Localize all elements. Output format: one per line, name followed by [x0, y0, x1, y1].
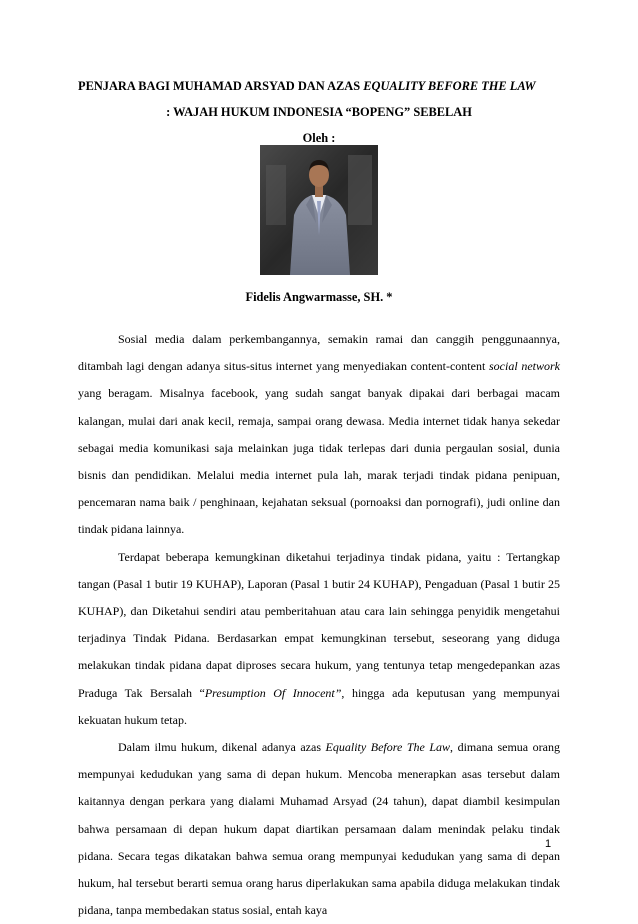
author-photo: [260, 145, 378, 275]
paragraph-3-text-b: , dimana semua orang mempunyai kedudukan yang sama di depan hukum. Mencoba menerapkan asas tersebut dalam kaitannya dengan perkara yang dialami Muhamad Arsyad (24 tahun), dapat diambil kesimpulan bahwa persamaan di depan hukum dapat diartikan persamaan dalam menindak pelaku tindak pidana. Secara tegas dikatakan bahwa semua orang mempunyai kedudukan yang sama di depan hukum, hal tersebut berarti semua orang harus diperlakukan sama apabila diduga melakukan tindak pidana, tanpa membedakan status sosial, entah kaya: [78, 740, 560, 918]
paragraph-1-text-b: yang beragam. Misalnya facebook, yang sudah sangat banyak dipakai dari berbagai macam kalangan, mulai dari anak kecil, remaja, sampai orang dewasa. Media internet tidak hanya sekedar sebagai media komunikasi saja melainkan juga tidak terlepas dari dunia pergaulan sosial, dunia bisnis dan pendidikan. Melalui media internet pula lah, marak terjadi tindak pidana penipuan, pencemaran nama baik / penghinaan, kejahatan seksual (pornoaksi dan pornografi), judi online dan tindak pidana lainnya.: [78, 386, 560, 537]
page-number: 1: [545, 838, 552, 850]
paragraph-3-text-a: Dalam ilmu hukum, dikenal adanya azas: [118, 740, 326, 755]
paragraph-2: [78, 544, 560, 734]
paragraph-1-text-a: Sosial media dalam perkembangannya, semakin ramai dan canggih penggunaannya, ditambah lagi dengan adanya situs-situs internet yang menyediakan content-content: [78, 332, 560, 374]
title-line-1-text: PENJARA BAGI MUHAMAD ARSYAD DAN AZAS: [78, 79, 364, 93]
author-name: Fidelis Angwarmasse, SH. *: [245, 290, 393, 304]
paragraph-3: [78, 734, 560, 924]
paragraph-2-italic: Presumption Of Innocent”: [204, 685, 342, 700]
article-body: [78, 326, 560, 924]
paragraph-2-text-b: , hingga ada keputusan yang mempunyai kekuatan hukum tetap.: [78, 685, 561, 727]
byline-label: Oleh :: [302, 131, 336, 145]
paragraph-3-italic: Equality Before The Law: [325, 740, 451, 755]
document-title: [78, 73, 560, 151]
paragraph-1: [78, 326, 560, 544]
paragraph-1-italic: social network: [488, 359, 560, 374]
title-line-2: : WAJAH HUKUM INDONESIA “BOPENG” SEBELAH: [166, 105, 472, 119]
title-line-1: [78, 73, 560, 99]
title-line-1-italic: EQUALITY BEFORE THE LAW: [363, 79, 536, 93]
paragraph-2-text-a: Terdapat beberapa kemungkinan diketahui terjadinya tindak pidana, yaitu : Tertangkap tangan (Pasal 1 butir 19 KUHAP), Laporan (Pasal 1 butir 24 KUHAP), Pengaduan (Pasal 1 butir 25 KUHAP), dan Diketahui sendiri atau pemberitahuan atau cara lain sehingga penyidik mengetahui terjadinya Tindak Pidana. Berdasarkan empat kemungkinan tersebut, seseorang yang diduga melakukan tindak pidana dapat diproses secara hukum, yang tentunya tetap mengedepankan azas Praduga Tak Bersalah “: [78, 549, 560, 700]
